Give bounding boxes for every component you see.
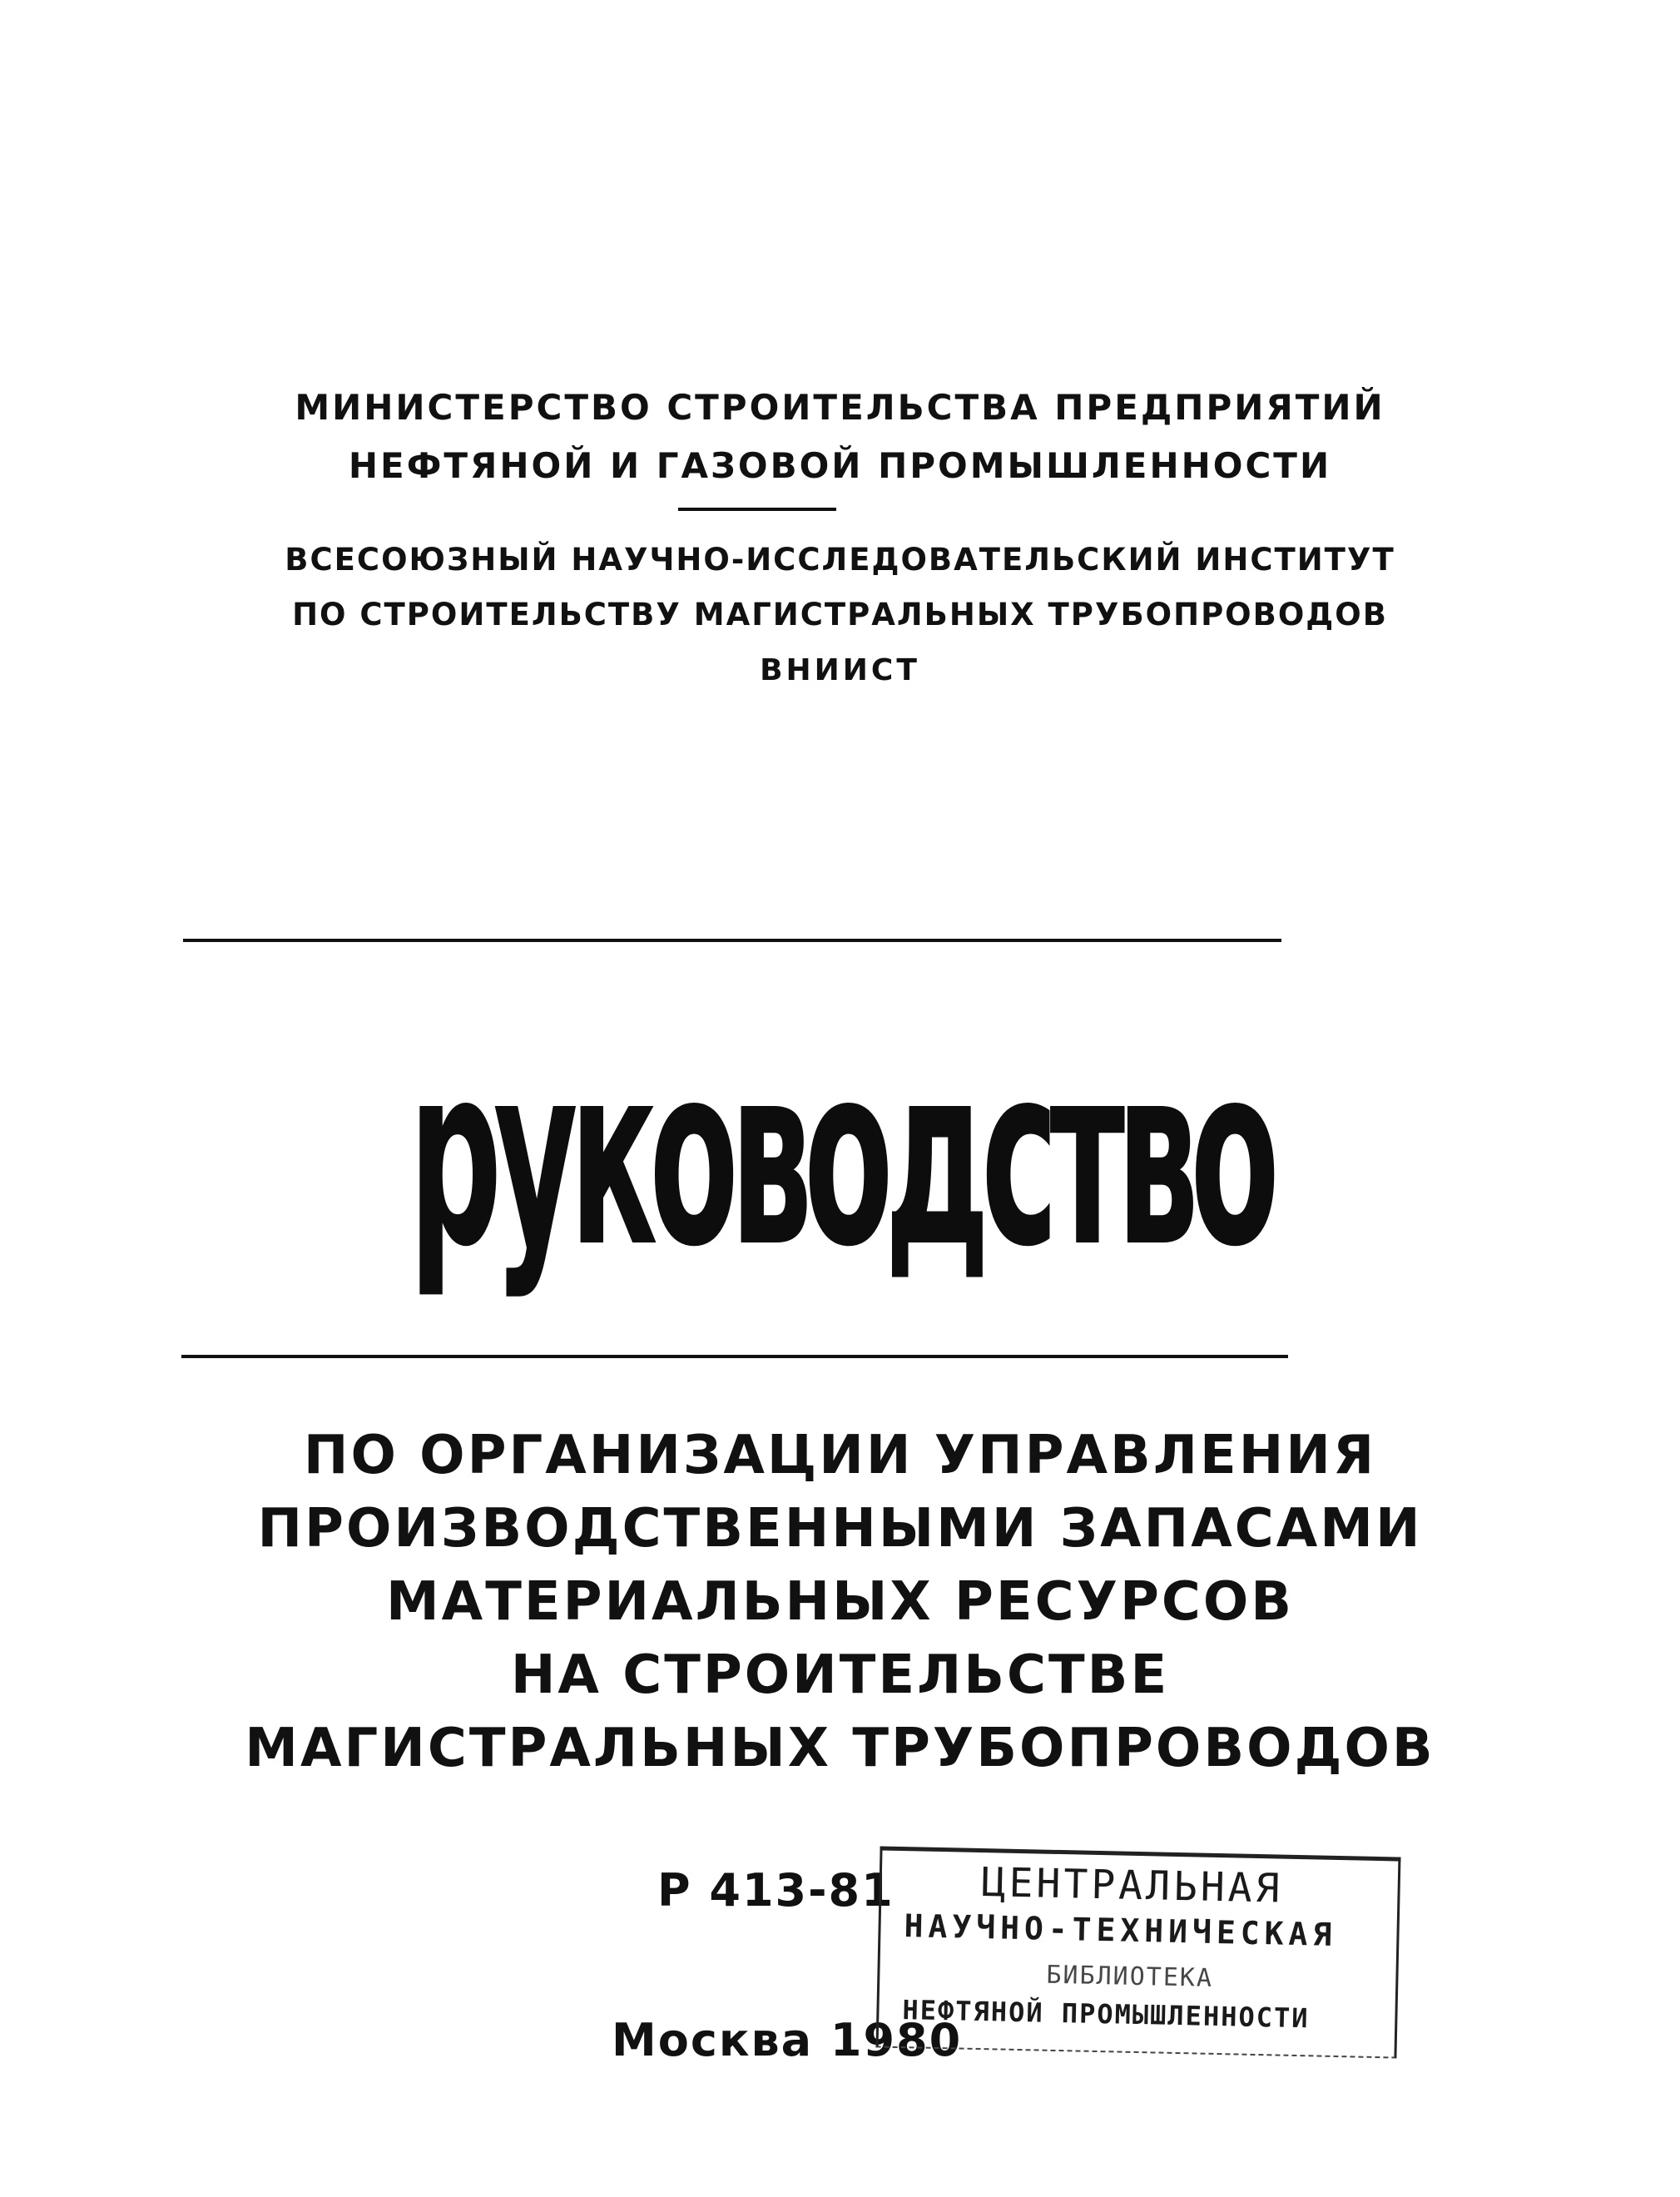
library-stamp [876, 1846, 1401, 2058]
title-rule-top [183, 939, 1281, 942]
subtitle-line-1: ПО ОРГАНИЗАЦИИ УПРАВЛЕНИЯ [303, 1425, 1377, 1486]
publication-city-year: Москва 1980 [612, 2014, 963, 2066]
title-rule-bottom [181, 1355, 1288, 1358]
subtitle-line-5: МАГИСТРАЛЬНЫХ ТРУБОПРОВОДОВ [245, 1718, 1435, 1779]
stamp-line-2: НАУЧНО-ТЕХНИЧЕСКАЯ [904, 1907, 1337, 1953]
stamp-line-4: НЕФТЯНОЙ ПРОМЫШЛЕННОСТИ [902, 1994, 1310, 2035]
ministry-header [0, 379, 1680, 495]
institute-abbreviation: ВНИИСТ [760, 653, 920, 687]
stamp-line-3: БИБЛИОТЕКА [1046, 1960, 1214, 1993]
institute-header [0, 533, 1680, 642]
subtitle-line-3: МАТЕРИАЛЬНЫХ РЕСУРСОВ [385, 1571, 1295, 1633]
ministry-line-1: МИНИСТЕРСТВО СТРОИТЕЛЬСТВА ПРЕДПРИЯТИЙ [295, 387, 1385, 428]
ministry-line-2: НЕФТЯНОЙ И ГАЗОВОЙ ПРОМЫШЛЕННОСТИ [348, 445, 1332, 486]
title-container [0, 970, 1680, 1344]
short-divider [678, 508, 836, 511]
stamp-line-1: ЦЕНТРАЛЬНАЯ [981, 1859, 1284, 1912]
subtitle-line-2: ПРОИЗВОДСТВЕННЫМИ ЗАПАСАМИ [257, 1498, 1423, 1560]
document-subtitle [0, 1419, 1680, 1785]
institute-line-1: ВСЕСОЮЗНЫЙ НАУЧНО-ИССЛЕДОВАТЕЛЬСКИЙ ИНСТИТУТ [285, 542, 1395, 578]
subtitle-line-4: НА СТРОИТЕЛЬСТВЕ [510, 1644, 1170, 1706]
institute-line-2: ПО СТРОИТЕЛЬСТВУ МАГИСТРАЛЬНЫХ ТРУБОПРОВОДОВ [292, 597, 1388, 632]
document-code: Р 413-81 [657, 1864, 895, 1917]
document-title: руководство [409, 1011, 1271, 1302]
